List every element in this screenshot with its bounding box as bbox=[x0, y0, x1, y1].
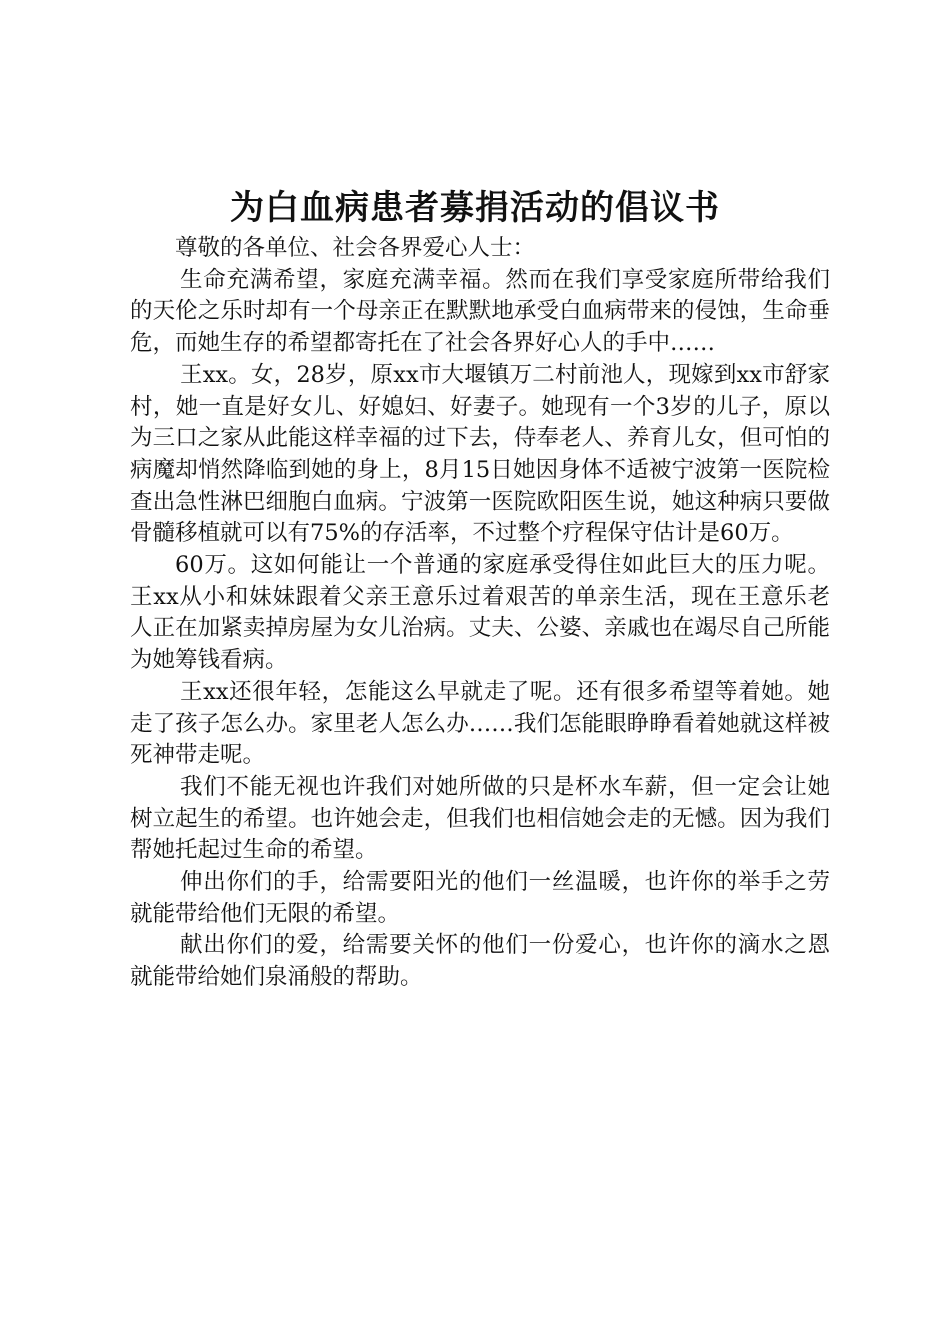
document-title: 为白血病患者募捐活动的倡议书 bbox=[230, 188, 720, 228]
paragraph-reach-out: 伸出你们的手，给需要阳光的他们一丝温暖，也许你的举手之劳就能带给他们无限的希望。 bbox=[130, 869, 830, 927]
greeting-line: 尊敬的各单位、社会各界爱心人士： bbox=[175, 235, 536, 261]
paragraph-intro: 生命充满希望，家庭充满幸福。然而在我们享受家庭所带给我们的天伦之乐时却有一个母亲正在默默地承受白血病带来的侵蚀，生命垂危，而她生存的希望都寄托在了社会各界好心人的手中…… bbox=[130, 266, 830, 357]
paragraph-family-situation: 60万。这如何能让一个普通的家庭承受得住如此巨大的压力呢。王xx从小和妹妹跟着父亲王意乐过着艰苦的单亲生活，现在王意乐老人正在加紧卖掉房屋为女儿治病。丈夫、公婆、亲戚也在竭尽自己所能为她筹钱看病。 bbox=[130, 552, 830, 674]
document-body bbox=[130, 233, 830, 994]
paragraph-hope: 王xx还很年轻，怎能这么早就走了呢。还有很多希望等着她。她走了孩子怎么办。家里老人怎么办……我们怎能眼睁睁看着她就这样被死神带走呢。 bbox=[130, 678, 830, 769]
paragraph-give-love: 献出你们的爱，给需要关怀的他们一份爱心，也许你的滴水之恩就能带给她们泉涌般的帮助。 bbox=[130, 932, 830, 991]
paragraph-patient-info: 王xx。女，28岁，原xx市大堰镇万二村前池人，现嫁到xx市舒家村，她一直是好女儿、好媳妇、好妻子。她现有一个3岁的儿子，原以为三口之家从此能这样幸福的过下去，侍奉老人、养育儿女，但可怕的病魔却悄然降临到她的身上，8月15日她因身体不适被宁波第一医院检查出急性淋巴细胞白血病。宁波第一医院欧阳医生说，她这种病只要做骨髓移植就可以有75%的存活率，不过整个疗程保守估计是60万。 bbox=[130, 361, 830, 547]
paragraph-appeal: 我们不能无视也许我们对她所做的只是杯水车薪，但一定会让她树立起生的希望。也许她会走，但我们也相信她会走的无憾。因为我们帮她托起过生命的希望。 bbox=[130, 773, 830, 864]
